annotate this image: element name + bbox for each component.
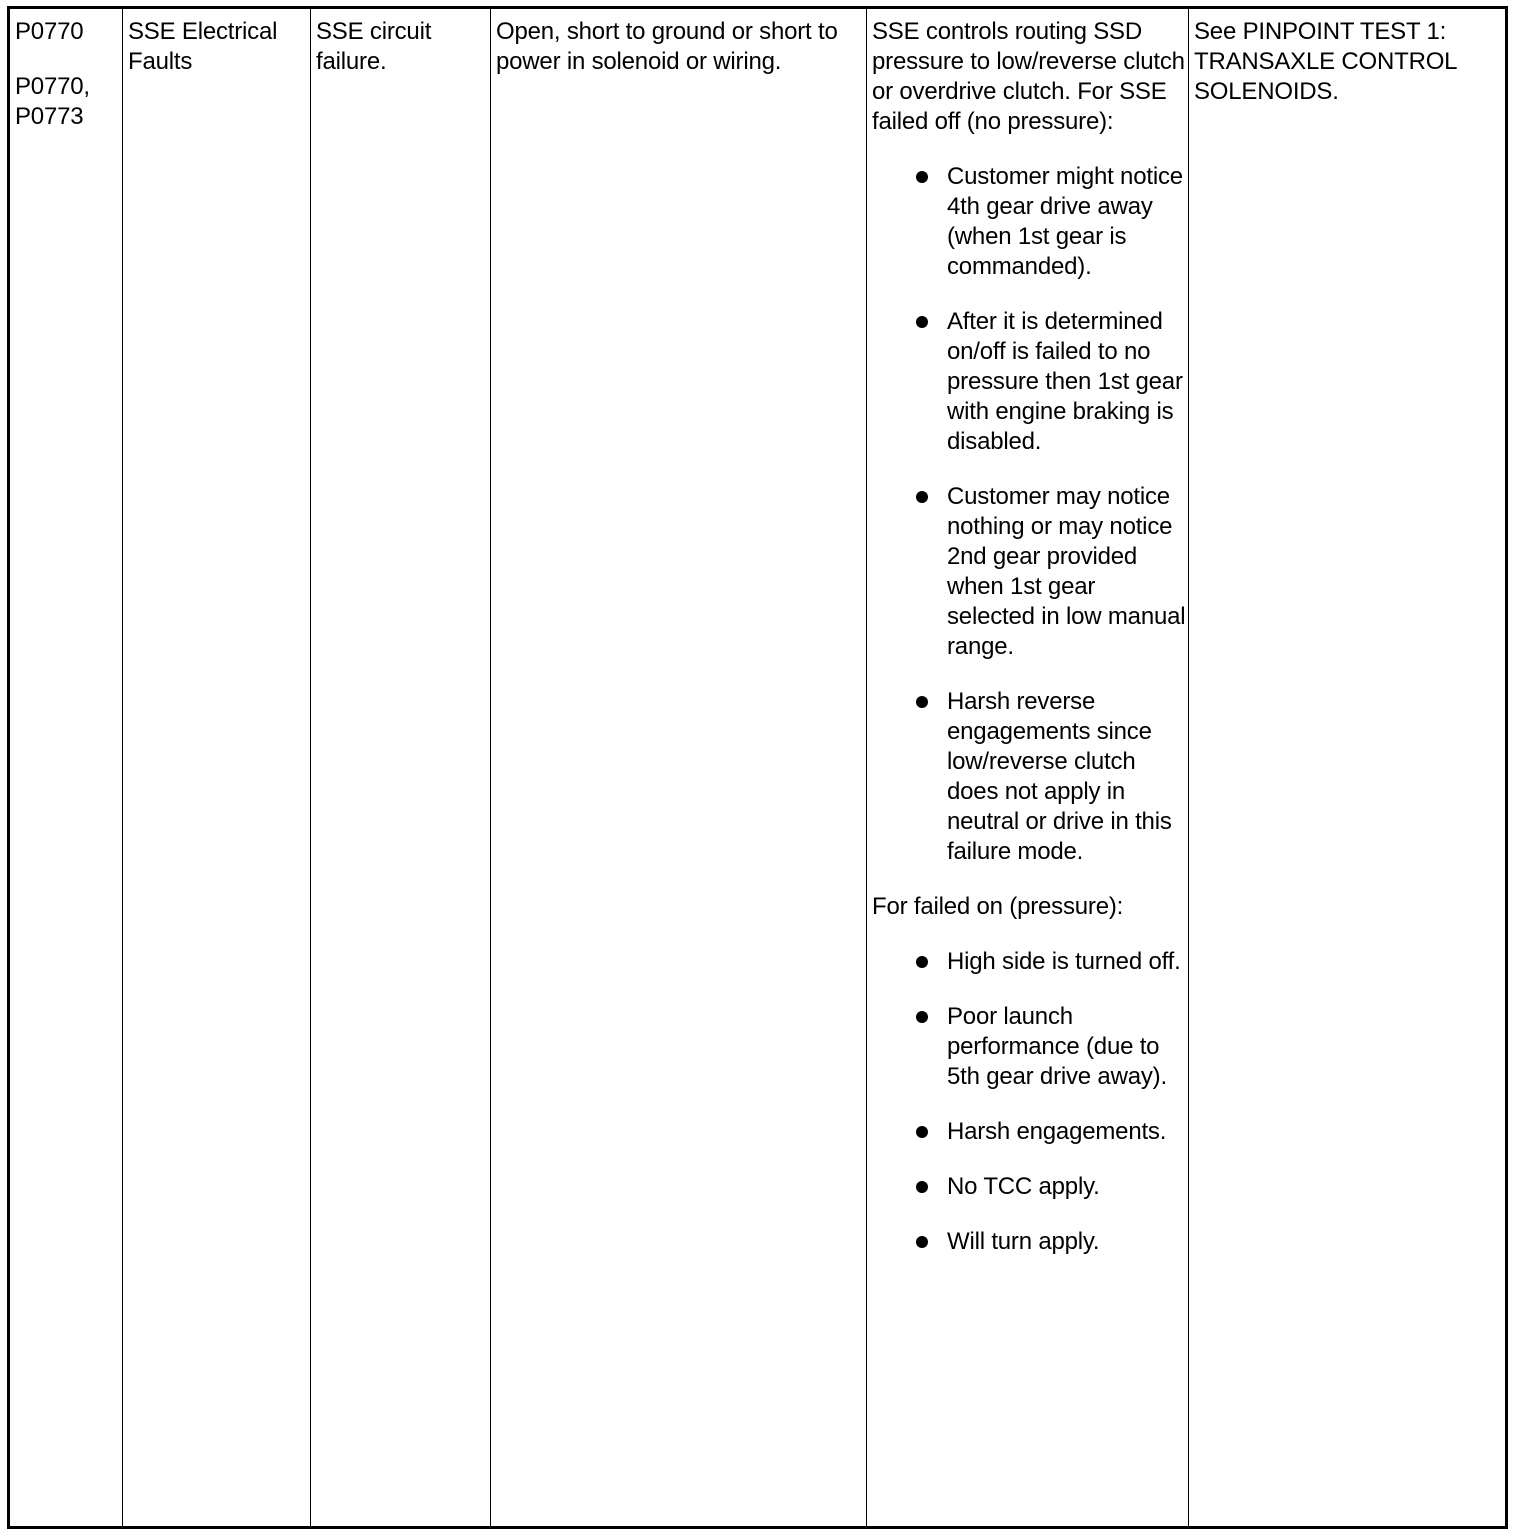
- list-item: [872, 162, 1186, 282]
- dtc-code-secondary: P0770, P0773: [15, 73, 90, 130]
- bullet-icon: [916, 1011, 928, 1023]
- bullet-icon: [916, 491, 928, 503]
- symptoms-intro: SSE controls routing SSD pressure to low/reverse clutch or overdrive clutch. For SSE failed off (no pressure):: [872, 18, 1185, 135]
- monitor-text: SSE Electrical Faults: [128, 18, 278, 75]
- list-item: [872, 947, 1186, 977]
- bullet-icon: [916, 696, 928, 708]
- dtc-code-primary: P0770: [15, 18, 84, 45]
- action-cell: [1189, 9, 1505, 1526]
- bullet-icon: [916, 171, 928, 183]
- list-item-text: Customer might notice 4th gear drive away (when 1st gear is commanded).: [947, 163, 1183, 280]
- dtc-table: [7, 6, 1508, 1529]
- bullet-icon: [916, 956, 928, 968]
- pinpoint-test-reference[interactable]: See PINPOINT TEST 1: TRANSAXLE CONTROL SOLENOIDS.: [1194, 18, 1457, 105]
- bullet-icon: [916, 316, 928, 328]
- list-item-text: Harsh reverse engagements since low/reverse clutch does not apply in neutral or drive in this failure mode.: [947, 688, 1172, 865]
- list-item: [872, 687, 1186, 867]
- list-item-text: High side is turned off.: [947, 948, 1181, 975]
- list-item: [872, 1117, 1186, 1147]
- list-item: [872, 307, 1186, 457]
- list-item-text: Poor launch performance (due to 5th gear drive away).: [947, 1003, 1167, 1090]
- list-item-text: Will turn apply.: [947, 1228, 1100, 1255]
- list-item: [872, 1172, 1186, 1202]
- list-item-text: No TCC apply.: [947, 1173, 1100, 1200]
- bullet-icon: [916, 1236, 928, 1248]
- monitor-cell: [123, 9, 311, 1526]
- list-item: [872, 1002, 1186, 1092]
- symptoms-cell: [867, 9, 1189, 1526]
- cause-text: Open, short to ground or short to power in solenoid or wiring.: [496, 18, 838, 75]
- dtc-code-cell: [10, 9, 123, 1526]
- bullet-icon: [916, 1126, 928, 1138]
- list-item-text: Customer may notice nothing or may notice 2nd gear provided when 1st gear selected in low manual range.: [947, 483, 1186, 660]
- failed-on-list: [872, 947, 1186, 1257]
- list-item: [872, 482, 1186, 662]
- description-text: SSE circuit failure.: [316, 18, 432, 75]
- list-item-text: After it is determined on/off is failed to no pressure then 1st gear with engine braking is disabled.: [947, 308, 1183, 455]
- description-cell: [311, 9, 491, 1526]
- cause-cell: [491, 9, 867, 1526]
- list-item-text: Harsh engagements.: [947, 1118, 1167, 1145]
- list-item: [872, 1227, 1186, 1257]
- failed-on-heading: For failed on (pressure):: [872, 893, 1124, 920]
- failed-off-list: [872, 162, 1186, 867]
- bullet-icon: [916, 1181, 928, 1193]
